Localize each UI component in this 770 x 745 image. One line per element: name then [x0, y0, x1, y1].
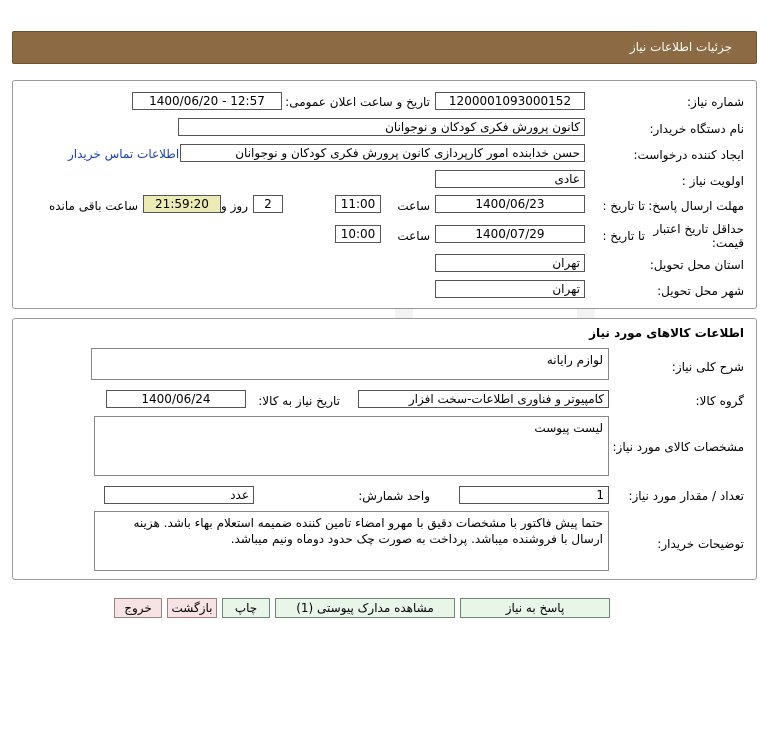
buyer-notes-label: توضيحات خريدار: — [657, 537, 744, 551]
back-button[interactable]: بازگشت — [167, 598, 217, 618]
exit-button[interactable]: خروج — [114, 598, 162, 618]
remaining-days-field: 2 — [253, 195, 283, 213]
page-title: جزئيات اطلاعات نياز — [629, 40, 732, 54]
unit-field: عدد — [104, 486, 254, 504]
requester-label: ايجاد کننده درخواست: — [633, 148, 744, 162]
need-number-field: 1200001093000152 — [435, 92, 585, 110]
goods-group-label: گروه کالا: — [695, 394, 744, 408]
need-number-label: شماره نياز: — [687, 95, 744, 109]
quantity-label: تعداد / مقدار مورد نياز: — [628, 489, 744, 503]
price-validity-label: حداقل تاريخ اعتبار — [653, 222, 744, 236]
requester-field: حسن خدابنده امور کارپردازی کانون پرورش فکری کودکان و نوجوانان — [180, 144, 585, 162]
page-title-bar — [12, 31, 757, 64]
delivery-city-field: تهران — [435, 280, 585, 298]
price-validity-time-label: ساعت — [397, 229, 430, 243]
priority-label: اولويت نياز : — [681, 174, 744, 188]
view-attachments-button[interactable]: مشاهده مدارک پيوستی (1) — [275, 598, 455, 618]
buyer-notes-field: حتما پيش فاکتور با مشخصات دقيق با مهرو امضاء تامين کننده ضميمه استعلام بهاء باشد. هزينه ارسال با فروشنده ميباشد. پرداخت به صورت چک حدود دوماه ونيم ميباشد. — [94, 511, 609, 571]
price-validity-to-date-label: تا تاريخ : — [602, 229, 645, 243]
price-validity-time-field: 10:00 — [335, 225, 381, 243]
buyer-org-label: نام دستگاه خريدار: — [649, 122, 744, 136]
need-info-panel — [12, 80, 757, 309]
quantity-field: 1 — [459, 486, 609, 504]
print-button[interactable]: چاپ — [222, 598, 270, 618]
price-validity-label-line2: قيمت: — [711, 236, 744, 250]
goods-group-field: کامپيوتر و فناوری اطلاعات-سخت افزار — [358, 390, 609, 408]
buyer-org-field: کانون پرورش فکری کودکان و نوجوانان — [178, 118, 585, 136]
general-desc-label: شرح کلی نياز: — [671, 360, 744, 374]
goods-section-title: اطلاعات کالاهای مورد نياز — [589, 326, 744, 340]
priority-field: عادی — [435, 170, 585, 188]
unit-label: واحد شمارش: — [358, 489, 430, 503]
delivery-city-label: شهر محل تحويل: — [657, 284, 744, 298]
reply-deadline-label: مهلت ارسال پاسخ: — [648, 199, 744, 213]
delivery-province-field: تهران — [435, 254, 585, 272]
buyer-contact-link[interactable]: اطلاعات تماس خريدار — [68, 147, 180, 161]
need-date-label: تاريخ نياز به کالا: — [258, 394, 340, 408]
reply-to-need-button[interactable]: پاسخ به نياز — [460, 598, 610, 618]
remaining-time-field: 21:59:20 — [143, 195, 221, 213]
goods-specs-field: ليست پيوست — [94, 416, 609, 476]
goods-specs-label: مشخصات کالای مورد نياز: — [612, 440, 744, 454]
announce-datetime-label: تاريخ و ساعت اعلان عمومی: — [285, 95, 430, 109]
reply-deadline-to-date-label: تا تاريخ : — [602, 199, 645, 213]
need-date-field: 1400/06/24 — [106, 390, 246, 408]
general-desc-field: لوازم رايانه — [91, 348, 609, 380]
remaining-days-label: روز و — [221, 199, 248, 213]
announce-datetime-field: 1400/06/20 - 12:57 — [132, 92, 282, 110]
reply-deadline-time-label: ساعت — [397, 199, 430, 213]
remaining-time-label: ساعت باقی مانده — [48, 199, 138, 213]
reply-deadline-time-field: 11:00 — [335, 195, 381, 213]
price-validity-date-field: 1400/07/29 — [435, 225, 585, 243]
reply-deadline-date-field: 1400/06/23 — [435, 195, 585, 213]
delivery-province-label: استان محل تحويل: — [649, 258, 744, 272]
